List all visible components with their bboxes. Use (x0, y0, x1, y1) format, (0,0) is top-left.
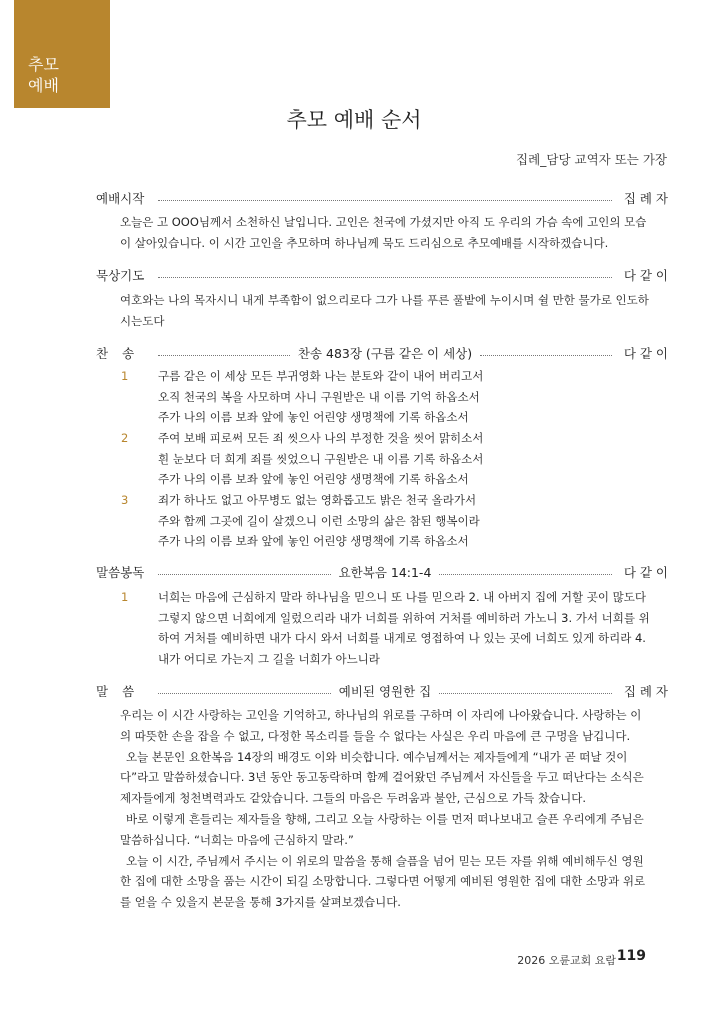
leader-dots (158, 355, 290, 356)
verse-line: 구름 같은 이 세상 모든 부귀영화 나는 분토와 같이 내어 버리고서 (158, 369, 484, 383)
verse-line: 주가 나의 이름 보좌 앞에 놓인 어린양 생명책에 기록 하옵소서 (158, 410, 469, 424)
sermon-paragraph: 오늘 본문인 요한복음 14장의 배경도 이와 비슷합니다. 예수님께서는 제자들에게 “내가 곧 떠날 것이다”라고 말씀하셨습니다. 3년 동안 동고동락하며 함께 걸어왔던 주님께서 자신들을 두고 떠난다는 소식은 제자들에게 청천벽력과도 같았습니다. 그들의 마음은 두려움과 불안, 근심으로 가득 찼습니다. (120, 749, 644, 806)
meditation-role: 다 같 이 (623, 268, 668, 283)
section-tab-line2: 예배 (28, 76, 59, 95)
hymn-verse (118, 428, 658, 490)
leader-dots (158, 574, 331, 575)
leader-dots (158, 693, 331, 694)
reading-passage (118, 587, 658, 669)
opening-role: 집 례 자 (623, 191, 668, 206)
meditation-text: 여호와는 나의 목자시니 내게 부족함이 없으리로다 그가 나를 푸른 풀밭에 누이시며 쉴 만한 물가로 인도하시는도다 (120, 293, 649, 328)
reading-reference: 요한복음 14:1-4 (338, 565, 432, 580)
reading-role: 다 같 이 (623, 565, 668, 580)
sermon-title: 예비된 영원한 집 (338, 684, 432, 699)
verse-line: 주가 나의 이름 보좌 앞에 놓인 어린양 생명책에 기록 하옵소서 (158, 472, 469, 486)
page-number: 119 (616, 948, 646, 964)
leader-dots (158, 200, 612, 201)
sermon-paragraph: 오늘 이 시간, 주님께서 주시는 이 위로의 말씀을 통해 슬픔을 넘어 믿는 모든 자를 위해 예비해두신 영원한 집에 대한 소망을 품는 시간이 되길 소망합니다. 그렇다면 어떻게 예비된 영원한 집에 대한 소망과 위로를 얻을 수 있을지 본문을 통해 3가지를 살펴보겠습니다. (120, 853, 646, 910)
verse-line: 오직 천국의 복을 사모하며 사니 구원받은 내 이름 기억 하옵소서 (158, 389, 480, 404)
page-subtitle: 집례_담당 교역자 또는 가장 (516, 152, 667, 167)
verse-number: 3 (121, 493, 129, 507)
sermon-label: 말씀 (96, 684, 149, 699)
page-title: 추모 예배 순서 (286, 108, 422, 132)
section-tab (14, 0, 110, 108)
verse-line: 죄가 하나도 없고 아무병도 없는 영화롭고도 밝은 천국 올라가서 (158, 493, 477, 507)
hymn-title: 찬송 483장 (구름 같은 이 세상) (297, 346, 473, 361)
hymn-verse (118, 490, 658, 552)
reading-label: 말씀봉독 (96, 565, 145, 580)
hymn-row (96, 344, 668, 362)
verse-number: 1 (121, 369, 129, 383)
sermon-row (96, 682, 668, 700)
leader-dots (439, 693, 612, 694)
section-tab-line1: 추모 (28, 55, 59, 74)
reading-text: 너희는 마음에 근심하지 말라 하나님을 믿으니 또 나를 믿으라 2. 내 아버지 집에 거할 곳이 많도다 그렇지 않으면 너희에게 일렀으리라 내가 너희를 위하여 거처를 예비하러 가노니 3. 가서 너희를 위하여 거처를 예비하면 내가 다시 와서 너희를 내게로 영접하여 나 있는 곳에 너희도 있게 하리라 4. 내가 어디로 가는지 그 길을 너희가 아느니라 (158, 590, 650, 666)
verse-number: 2 (121, 431, 129, 445)
hymn-role: 다 같 이 (623, 346, 669, 361)
verse-line: 주가 나의 이름 보좌 앞에 놓인 어린양 생명책에 기록 하옵소서 (158, 534, 469, 548)
sermon-paragraph: 우리는 이 시간 사랑하는 고인을 기억하고, 하나님의 위로를 구하며 이 자리에 나아왔습니다. 사랑하는 이의 따뜻한 손을 잡을 수 없고, 다정한 목소리를 들을 수 없다는 사실은 우리 마음에 큰 구멍을 남깁니다. (120, 708, 642, 743)
reading-row (96, 563, 668, 581)
sermon-body (120, 705, 648, 913)
opening-row (96, 189, 668, 207)
sermon-role: 집 례 자 (623, 684, 669, 699)
meditation-label: 묵상기도 (96, 268, 145, 283)
meditation-row (96, 266, 668, 284)
sermon-paragraph: 바로 이렇게 흔들리는 제자들을 향해, 그리고 오늘 사랑하는 이를 먼저 떠나보내고 슬픈 우리에게 주님은 말씀하십니다. “너희는 마음에 근심하지 말라.” (120, 811, 644, 847)
hymn-label: 찬송 (96, 346, 149, 361)
leader-dots (158, 277, 612, 278)
hymn-verse (118, 366, 658, 428)
verse-number: 1 (121, 590, 129, 604)
verse-line: 주여 보배 피로써 모든 죄 씻으사 나의 부정한 것을 씻어 맑히소서 (158, 431, 484, 445)
footer-text: 2026 오륜교회 요람 (517, 954, 616, 967)
opening-label: 예배시작 (96, 191, 145, 206)
opening-text: 오늘은 고 OOO님께서 소천하신 날입니다. 고인은 천국에 가셨지만 아직 도 우리의 가슴 속에 고인의 모습이 살아있습니다. 이 시간 고인을 추모하며 하나님께 묵도 드리심으로 추모예배를 시작하겠습니다. (120, 215, 647, 250)
verse-line: 주와 함께 그곳에 길이 살겠으니 이런 소망의 삶은 참된 행복이라 (158, 513, 480, 528)
verse-line: 흰 눈보다 더 희게 죄를 씻었으니 구원받은 내 이름 기록 하옵소서 (158, 451, 484, 466)
leader-dots (480, 355, 612, 356)
leader-dots (439, 574, 612, 575)
